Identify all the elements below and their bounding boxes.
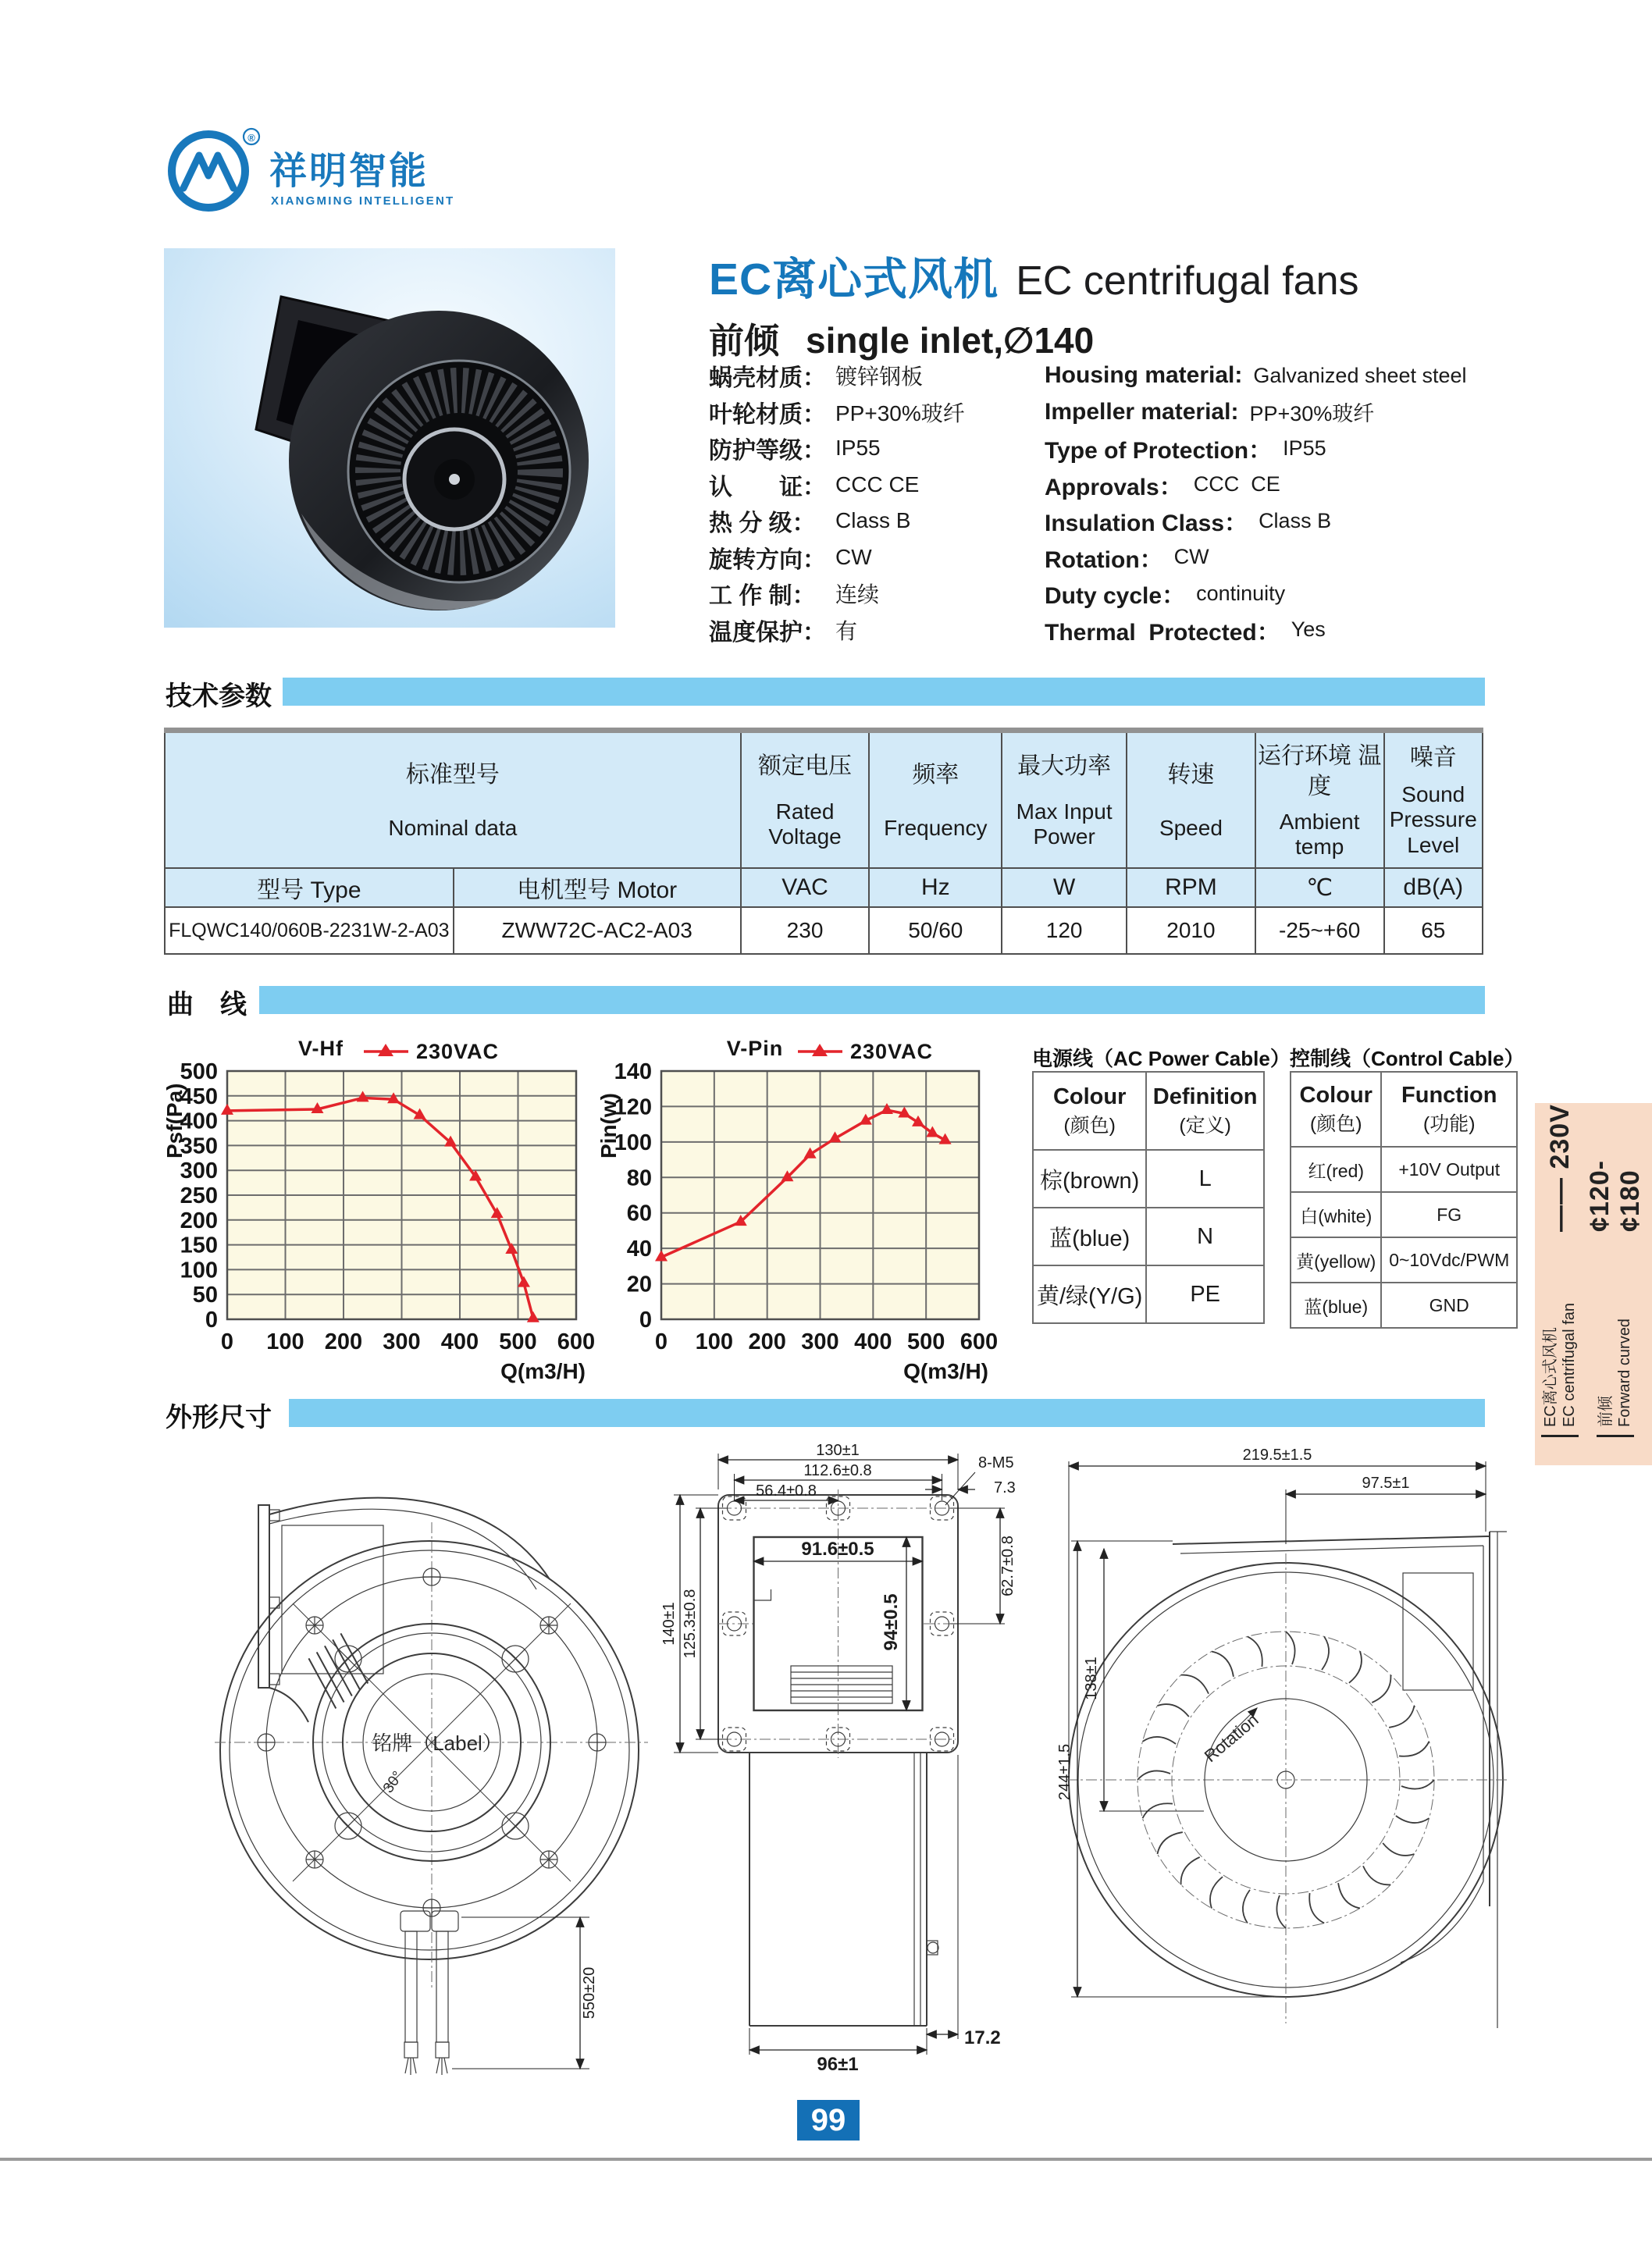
svg-text:100: 100 — [266, 1329, 304, 1354]
power-cable-row-blue: 蓝(blue) N — [1033, 1208, 1264, 1265]
tech-table — [164, 728, 1483, 955]
spec-row-housing: 蜗壳材质： 镀锌钢板 Housing material: Galvanized sheet steel — [709, 362, 1467, 392]
section-title-tech: 技术参数 — [166, 681, 272, 711]
dim-body-width: 96±1 — [817, 2054, 859, 2075]
footer-divider — [0, 2158, 1652, 2161]
dim-total-height: 244±1.5 — [1056, 1743, 1073, 1801]
svg-text:0: 0 — [220, 1329, 234, 1354]
svg-text:300: 300 — [801, 1329, 839, 1354]
svg-text:200: 200 — [324, 1329, 363, 1354]
control-cable-row-white: 白(white) FG — [1291, 1192, 1517, 1237]
section-bar-curve — [259, 986, 1485, 1014]
svg-text:200: 200 — [180, 1208, 218, 1233]
svg-text:Psf(Pa): Psf(Pa) — [162, 1083, 187, 1158]
registered-mark: ® — [247, 132, 255, 144]
dim-height-outer: 140±1 — [660, 1602, 678, 1646]
nameplate-label: 铭牌（Label） — [372, 1731, 503, 1755]
svg-text:80: 80 — [626, 1165, 652, 1191]
page-number-badge: 99 — [797, 2100, 860, 2141]
svg-text:300: 300 — [383, 1329, 421, 1354]
section-bar-tech — [283, 678, 1485, 706]
performance-chart-v-hf — [153, 1032, 596, 1383]
wire-length-dim: 550±20 — [581, 1966, 598, 2020]
title-cn: EC离心式风机 — [709, 254, 999, 304]
svg-text:Q(m3/H): Q(m3/H) — [500, 1359, 586, 1383]
svg-text:100: 100 — [614, 1130, 652, 1155]
section-bar-dimensions — [289, 1399, 1485, 1427]
svg-text:100: 100 — [695, 1329, 734, 1354]
svg-text:150: 150 — [180, 1233, 218, 1258]
svg-text:600: 600 — [960, 1329, 999, 1354]
power-cable-row-yg: 黄/绿(Y/G) PE — [1033, 1265, 1264, 1323]
svg-text:500: 500 — [906, 1329, 945, 1354]
svg-text:50: 50 — [192, 1283, 218, 1308]
control-cable-row-blue: 蓝(blue) GND — [1291, 1283, 1517, 1328]
svg-text:300: 300 — [180, 1158, 218, 1184]
svg-text:0: 0 — [654, 1329, 668, 1354]
svg-text:100: 100 — [180, 1258, 218, 1283]
dim-width-outer: 130±1 — [816, 1442, 860, 1459]
section-title-curve: 曲 线 — [167, 990, 247, 1020]
dim-outlet-width: 97.5±1 — [1362, 1475, 1410, 1492]
subtitle-en: single inlet,∅140 — [806, 320, 1095, 361]
dim-inlet-height: 138±1 — [1083, 1657, 1100, 1700]
svg-text:V-Hf: V-Hf — [298, 1037, 344, 1060]
svg-text:230VAC: 230VAC — [850, 1040, 934, 1063]
spec-row-rotation: 旋转方向： CW Rotation： CW — [709, 544, 1209, 573]
dim-half-pitch: 56.4±0.8 — [756, 1482, 817, 1500]
svg-text:Pin(w): Pin(w) — [596, 1093, 621, 1158]
control-cable-table — [1290, 1071, 1518, 1329]
svg-text:400: 400 — [854, 1329, 892, 1354]
svg-text:0: 0 — [205, 1308, 218, 1333]
subtitle-cn: 前倾 — [709, 321, 780, 361]
dim-edge-offset: 7.3 — [994, 1479, 1016, 1496]
dim-hole-height: 125.3±0.8 — [682, 1589, 699, 1659]
svg-text:500: 500 — [180, 1059, 218, 1084]
power-cable-table — [1032, 1071, 1265, 1324]
dim-hole-pitch-v: 62.7±0.8 — [999, 1536, 1016, 1596]
drawing-front-view — [152, 1444, 656, 2080]
series-sidebar-tab — [1535, 1103, 1652, 1465]
dim-total-width: 219.5±1.5 — [1242, 1447, 1312, 1464]
dim-hole-pitch-h: 112.6±0.8 — [803, 1462, 872, 1479]
product-photo — [164, 248, 615, 628]
dim-hole-callout: 8-M5 — [978, 1454, 1014, 1472]
rotation-label: Rotation — [1200, 1710, 1262, 1767]
control-cable-title: 控制线（Control Cable） — [1290, 1047, 1525, 1070]
svg-text:140: 140 — [614, 1059, 652, 1084]
performance-chart-v-pin — [587, 1032, 1013, 1382]
svg-text:60: 60 — [626, 1201, 652, 1226]
spec-row-duty: 工 作 制： 连续 Duty cycle： continuity — [709, 581, 1286, 610]
spec-row-approvals: 认 证： CCC CE Approvals： CCC CE — [709, 472, 1280, 500]
control-cable-row-red: 红(red) +10V Output — [1291, 1147, 1517, 1192]
svg-text:350: 350 — [180, 1133, 218, 1159]
svg-text:40: 40 — [626, 1237, 652, 1262]
spec-row-thermal: 温度保护： 有 Thermal Protected： Yes — [709, 617, 1326, 646]
spec-row-insulation: 热 分 级： Class B Insulation Class： Class B — [709, 508, 1332, 537]
svg-text:250: 250 — [180, 1183, 218, 1208]
dim-lip: 17.2 — [964, 2027, 1001, 2048]
drawing-scroll-view — [1056, 1444, 1561, 2080]
power-cable-header: Colour (颜色) Definition (定义) — [1033, 1072, 1264, 1150]
svg-text:V-Pin: V-Pin — [726, 1037, 784, 1060]
brand-name-cn: 祥明智能 — [269, 151, 429, 192]
svg-text:500: 500 — [499, 1329, 537, 1354]
svg-text:400: 400 — [440, 1329, 479, 1354]
svg-text:400: 400 — [180, 1109, 218, 1134]
brand-name-en: XIANGMING INTELLIGENT — [271, 194, 455, 208]
sidebar-series-line: EC离心式风机 EC centrifugal fan —— 230V — [1541, 1103, 1579, 1437]
spec-row-impeller: 叶轮材质： PP+30%玻纤 Impeller material: PP+30%玻纤 — [709, 398, 1375, 428]
angle-label: 30° — [379, 1768, 407, 1796]
svg-text:200: 200 — [748, 1329, 786, 1354]
spec-list — [709, 358, 1505, 648]
svg-text:120: 120 — [614, 1094, 652, 1120]
title-en: EC centrifugal fans — [1016, 258, 1359, 304]
tech-table-units-row: 型号 Type 电机型号 Motor VAC Hz W RPM ℃ dB(A) — [165, 868, 1483, 907]
company-logo — [160, 121, 597, 215]
svg-text:0: 0 — [639, 1308, 652, 1333]
control-cable-header: Colour (颜色) Function (功能) — [1291, 1072, 1517, 1147]
page-subtitle — [709, 312, 1094, 363]
spec-row-protection: 防护等级： IP55 Type of Protection： IP55 — [709, 436, 1326, 464]
sidebar-type-line: 前倾 Forward curved ¢120-¢180 — [1585, 1103, 1646, 1437]
dim-opening-height: 94±0.5 — [881, 1593, 902, 1651]
drawing-flange-view — [660, 1444, 1062, 2080]
page-title — [709, 244, 1359, 308]
dim-opening-width: 91.6±0.5 — [801, 1539, 874, 1560]
tech-table-header-row: 标准型号 Nominal data 额定电压 Rated Voltage 频率 Frequency 最大功率 Max Input Power 转速 Speed 运行环境 温度 Ambient temp 噪音 Sound Pressure Level — [165, 731, 1483, 869]
svg-text:450: 450 — [180, 1084, 218, 1109]
power-cable-row-brown: 棕(brown) L — [1033, 1150, 1264, 1208]
tech-table-data-row: FLQWC140/060B-2231W-2-A03 ZWW72C-AC2-A03 230 50/60 120 2010 -25~+60 65 — [165, 907, 1483, 954]
logo-m-icon — [183, 155, 233, 188]
control-cable-row-yellow: 黄(yellow) 0~10Vdc/PWM — [1291, 1237, 1517, 1283]
svg-text:Q(m3/H): Q(m3/H) — [903, 1359, 988, 1383]
svg-text:230VAC: 230VAC — [416, 1040, 500, 1063]
power-cable-title: 电源线（AC Power Cable） — [1032, 1047, 1291, 1070]
section-title-dimensions: 外形尺寸 — [166, 1403, 272, 1432]
svg-text:600: 600 — [557, 1329, 596, 1354]
svg-text:20: 20 — [626, 1272, 652, 1297]
